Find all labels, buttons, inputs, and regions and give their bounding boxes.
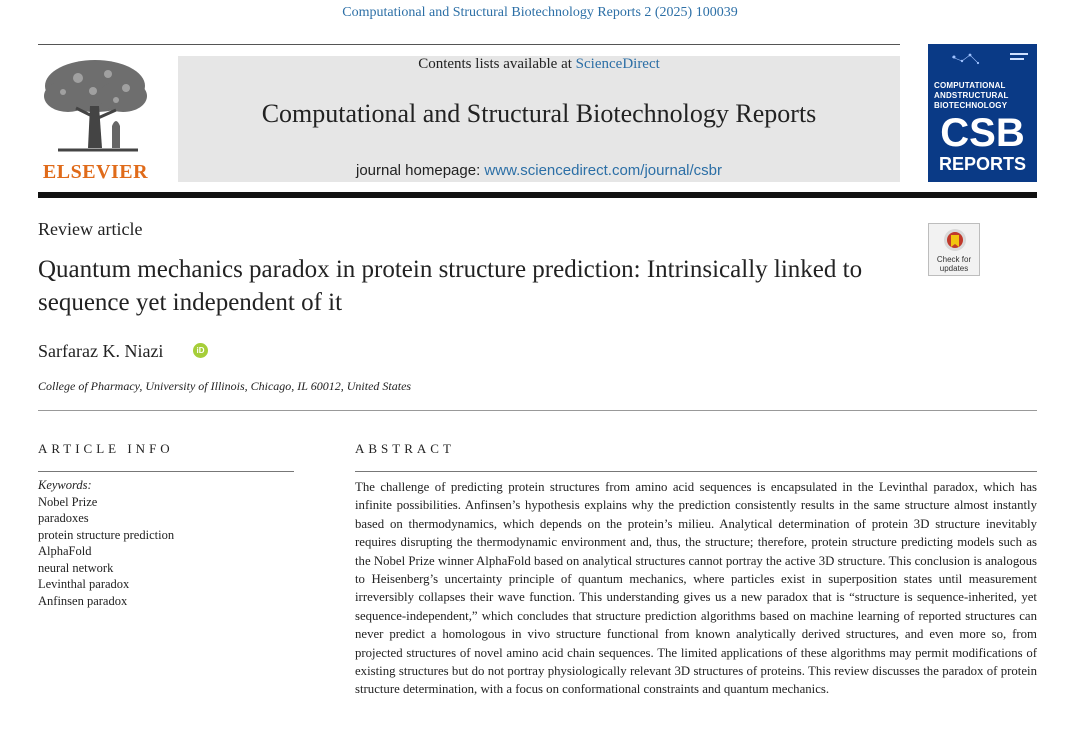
article-info-rule bbox=[38, 471, 294, 472]
cover-subtitle: COMPUTATIONAL ANDSTRUCTURAL BIOTECHNOLOGY bbox=[934, 81, 1009, 110]
author-affiliation: College of Pharmacy, University of Illinois, Chicago, IL 60012, United States bbox=[38, 379, 412, 393]
abstract-rule bbox=[355, 471, 1037, 472]
contents-line bbox=[178, 56, 900, 73]
homepage-prefix: journal homepage: bbox=[355, 162, 485, 179]
elsevier-tree-icon bbox=[38, 56, 153, 156]
sciencedirect-link[interactable]: ScienceDirect bbox=[575, 56, 660, 72]
cover-csb: CSB bbox=[940, 111, 1025, 155]
abstract-text: The challenge of predicting protein structures from amino acid sequences is encapsulated in the Levinthal paradox, which has infinite possibilities. Anfinsen’s hypothesis explains why the prediction consistently results in the same structure almost instantly based on thermodynamics, which depends on the protein’s milieu. Analytical determination of protein 3D structure inevitably requires disrupting the thermodynamic environment and, thus, the structure; therefore, protein structure predicting models such as the Nobel Prize winner AlphaFold based on analytical structures cannot portray the active 3D structure. This conclusion is analogous to Heisenberg’s uncertainty principle of quantum mechanics, where particles exist in superposition states until measurement irreversibly collapses their wave function. This understanding gives us a new paradox that is “structure is sequence-inherited, yet sequence-independent,” which concludes that structure prediction algorithms based on machine learning of reported structures can never predict a homologous in vivo structure functional from known analytically derived structures, and even more so, from projected structures of novel amino acid chain sequences. The limited applications of these algorithms may permit modifications of existing structures but do not portray physiologically relevant 3D structures of proteins. This review discusses the paradox of protein structure determination, with a focus on conformational constraints and quantum mechanics. bbox=[355, 480, 1037, 697]
keyword-item: AlphaFold bbox=[38, 544, 92, 558]
check-updates-label: Check for updates bbox=[936, 255, 972, 273]
keyword-item: Nobel Prize bbox=[38, 494, 98, 509]
cover-reports: REPORTS bbox=[938, 154, 1026, 174]
header-thick-rule bbox=[38, 192, 1037, 198]
keyword-item: neural network bbox=[38, 560, 114, 575]
keyword-item: protein structure prediction bbox=[38, 527, 175, 542]
article-title: Quantum mechanics paradox in protein structure prediction: Intrinsically linked to sequence yet independent of it bbox=[38, 256, 863, 316]
top-rule bbox=[38, 44, 900, 45]
citation-link[interactable]: Computational and Structural Biotechnology Reports 2 (2025) 100039 bbox=[342, 5, 738, 20]
journal-masthead bbox=[178, 56, 900, 182]
cover-decoration-icon bbox=[934, 49, 1031, 75]
keywords-label: Keywords: bbox=[38, 478, 92, 492]
keyword-item: Levinthal paradox bbox=[38, 577, 130, 591]
journal-homepage-link[interactable]: www.sciencedirect.com/journal/csbr bbox=[484, 162, 723, 179]
journal-title: Computational and Structural Biotechnology Reports bbox=[261, 99, 817, 128]
orcid-icon[interactable]: iD bbox=[193, 343, 208, 358]
author-name[interactable]: Sarfaraz K. Niazi bbox=[38, 341, 164, 361]
keyword-item: paradoxes bbox=[38, 511, 89, 525]
journal-cover[interactable] bbox=[928, 44, 1037, 182]
check-updates-icon bbox=[929, 226, 981, 256]
keywords-list bbox=[38, 477, 294, 609]
journal-citation[interactable] bbox=[0, 5, 1080, 21]
elsevier-logo[interactable] bbox=[38, 56, 153, 184]
contents-prefix: Contents lists available at bbox=[418, 56, 576, 72]
check-for-updates-button[interactable] bbox=[928, 223, 980, 276]
article-type: Review article bbox=[38, 219, 143, 239]
elsevier-wordmark: ELSEVIER bbox=[42, 161, 149, 183]
abstract-heading: ABSTRACT bbox=[355, 441, 455, 456]
keyword-item: Anfinsen paradox bbox=[38, 593, 128, 608]
article-info-heading: ARTICLE INFO bbox=[38, 441, 174, 456]
header-rule bbox=[38, 410, 1037, 411]
homepage-line bbox=[178, 162, 900, 179]
